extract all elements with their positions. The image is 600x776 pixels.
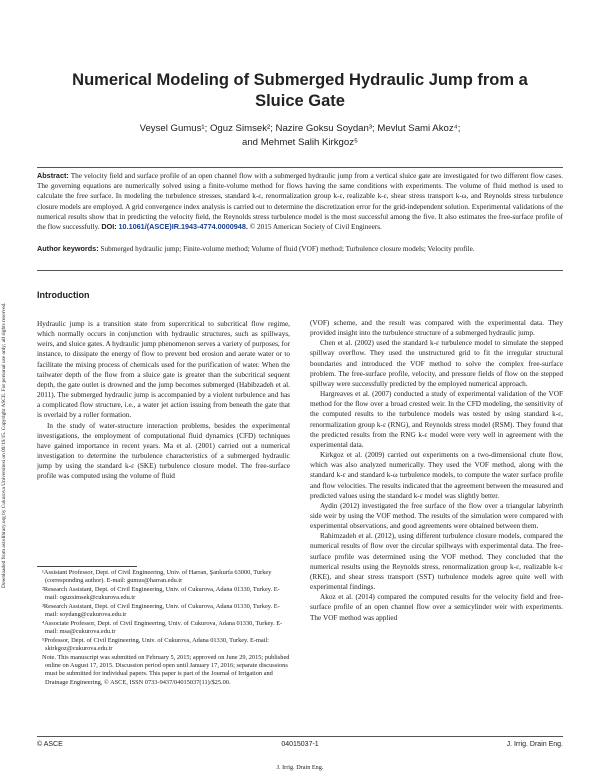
body-paragraph: Rahimzadeh et al. (2012), using different turbulence closure models, compared the numerical results of flow over the circular spillways with experimental data. The free-surface profile was determined using the VOF method. They concluded that the numerical results using the Reynolds stress, renormalization group k-ε, realizable k-ε (RKE), and shear stress transport (SST) turbulence models agree quite well with experimental findings. xyxy=(310,532,563,592)
body-paragraph: Chen et al. (2002) used the standard k-ε turbulence model to simulate the stepped spillway overflow. They used the unstructured grid to fit the irregular structural boundaries and introduced the VOF method to solve the complex free-surface problem. The free-surface profile, velocity, and pressure fields of flow on the stepped spillway were successfully predicted by the employed numerical approach. xyxy=(310,339,563,388)
introduction-heading: Introduction xyxy=(37,290,90,300)
keywords-text: Submerged hydraulic jump; Finite-volume method; Volume of fluid (VOF) method; Turbulence closure models; Velocity profile. xyxy=(100,245,475,253)
download-notice-text: Downloaded from ascelibrary.org by Cukurova Universitesi on 09/19/15. Copyright ASCE. For personal use only; all rights reserved. xyxy=(1,302,7,588)
footnote: ³Research Assistant, Dept. of Civil Engineering, Univ. of Cukurova, Adana 01330, Turkey. E-mail: soydang@cukurova.edu.tr xyxy=(42,602,280,619)
footnotes xyxy=(37,569,290,687)
doi-link[interactable]: 10.1061/(ASCE)IR.1943-4774.0000948. xyxy=(118,222,248,232)
footer-copyright: © ASCE xyxy=(37,741,63,748)
footnote-rule xyxy=(37,566,137,567)
footer-page-id: 04015037-1 xyxy=(281,741,319,748)
footnote: ¹Assistant Professor, Dept. of Civil Engineering, Univ. of Harran, Şanlıurfa 63000, Turkey (corresponding author). E-mail: gumus@harran.edu.tr xyxy=(42,569,272,585)
abstract xyxy=(37,171,563,232)
doi-label: DOI: xyxy=(101,222,117,232)
right-column xyxy=(310,318,563,623)
authors-line-2: and Mehmet Salih Kirkgoz⁵ xyxy=(242,137,358,148)
download-notice-sidebar xyxy=(1,188,13,588)
left-column xyxy=(37,319,290,482)
abstract-text: The velocity field and surface profile of an open channel flow with a submerged hydraulic jump from a vertical sluice gate are investigated for two different flow cases. The governing equations are numerically solved using a finite-volume method for flows having the same conditions with experiments. The volume of fluid method is used to calculate the free surface. In modeling the turbulence stresses, standard k-ε, renormalization group k-ε, realizable k-ε, shear stress transport k-ω, and Reynolds stress turbulence closure models are employed. A grid convergence index analysis is carried out to determine the discretization error for the grid-independent solution. Experimental validations of the numerical results show that in predicting the velocity field, the Reynolds stress turbulence model is the most successful among the five. It also estimates the free-surface profile of the flow successfully. xyxy=(37,172,563,232)
body-paragraph: Akoz et al. (2014) compared the computed results for the velocity field and free-surface profile of an open channel flow over a semicylinder weir with experiments. The VOF method was applied xyxy=(310,593,563,622)
body-paragraph: In the study of water-structure interaction problems, besides the experimental investigations, the employment of computational fluid dynamics (CFD) techniques have gained importance in recent years. Ma et al. (2001) carried out a numerical investigation to determine the turbulence characteristics of a submerged hydraulic jump by using the standard k-ε (SKE) turbulence closure model. The free-surface profile was computed using the volume of fluid xyxy=(37,421,290,481)
keywords-bottom-rule xyxy=(37,270,563,271)
footnote: ⁴Associate Professor, Dept. of Civil Engineering, Univ. of Cukurova, Adana 01330, Turkey. E-mail: msa@cukurova.edu.tr xyxy=(42,619,283,636)
body-paragraph: Hargreaves et al. (2007) conducted a study of experimental validation of the VOF method for the flow over a broad crested weir. In the CFD modeling, the sensitivity of the computed results to the turbulence models was tested by using standard k-ε, renormalization group k-ε (RNG), and Reynolds stress model (RSM). They found that the predicted results from the RNG k-ε model were very well in agreement with the experimental data. xyxy=(310,390,563,449)
authors-line-1: Veysel Gumus¹; Oguz Simsek²; Nazire Goksu Soydan³; Mevlut Sami Akoz⁴; xyxy=(139,123,461,134)
body-paragraph: Hydraulic jump is a transition state from supercritical to subcritical flow regime, which normally occurs in conjunction with hydraulic structures, such as spillways, weirs, and sluice gates. A hydraulic jump phenomenon serves a variety of purposes, for instance, to dissipate the energy of flow to prevent bed erosion and aerate water or to facilitate the mixing process of chemicals used for the purification of water. When the tailwater depth of the flow from a sluice gate is greater than the subcritical sequent depth, the gate outlet is drowned and the jump becomes submerged (Habibzadeh et al. 2011). The submerged hydraulic jump is accompanied by a violent turbulence and has a complicated flow structure, i.e., a water jet action issuing from beneath the gate that is overlaid by a roller formation. xyxy=(37,320,290,420)
paper-title: Numerical Modeling of Submerged Hydraulic Jump from a Sluice Gate xyxy=(72,71,528,110)
author-list xyxy=(60,122,540,150)
body-paragraph: Kirkgoz et al. (2009) carried out experiments on a two-dimensional chute flow, which was also analyzed numerically. They used the VOF method, along with the standard k-ε and standard k-ω turbulence models, to compute the water surface profile and flow velocities. The results indicated that the agreement between the measured and predicted values using the standard k-ε model was slightly better. xyxy=(310,451,563,500)
body-paragraph: (VOF) scheme, and the result was compared with the experimental data. They provided insight into the turbulence structure of a submerged hydraulic jump. xyxy=(310,319,563,338)
abstract-top-rule xyxy=(37,167,563,168)
footnote: ⁵Professor, Dept. of Civil Engineering, Univ. of Cukurova, Adana 01330, Turkey. E-mail: skirkgoz@cukurova.edu.tr xyxy=(42,636,270,653)
author-keywords xyxy=(37,244,563,254)
footer-journal: J. Irrig. Drain Eng. xyxy=(506,741,563,748)
footer-rule xyxy=(37,736,563,737)
journal-abbrev: J. Irrig. Drain Eng. xyxy=(276,764,324,771)
keywords-label: Author keywords: xyxy=(37,244,99,253)
manuscript-note: Note. This manuscript was submitted on February 5, 2015; approved on June 29, 2015; published online on August 17, 2015. Discussion period open until January 17, 2016; separate discussions must be submitted for individual papers. This paper is part of the Journal of Irrigation and Drainage Engineering, © ASCE, ISSN 0733-9437/04015037(11)/$25.00. xyxy=(42,653,290,686)
abstract-label: Abstract: xyxy=(37,171,69,180)
body-paragraph: Aydin (2012) investigated the free surface of the flow over a triangular labyrinth side weir by using the VOF method. The results of the simulation were compared with experimental observations, and good agreements were obtained between them. xyxy=(310,501,563,531)
abstract-copyright: © 2015 American Society of Civil Engineers. xyxy=(249,223,382,232)
footnote: ²Research Assistant, Dept. of Civil Engineering, Univ. of Cukurova, Adana 01330, Turkey. E-mail: oguzsimsek@cukurova.edu.tr xyxy=(42,585,280,602)
